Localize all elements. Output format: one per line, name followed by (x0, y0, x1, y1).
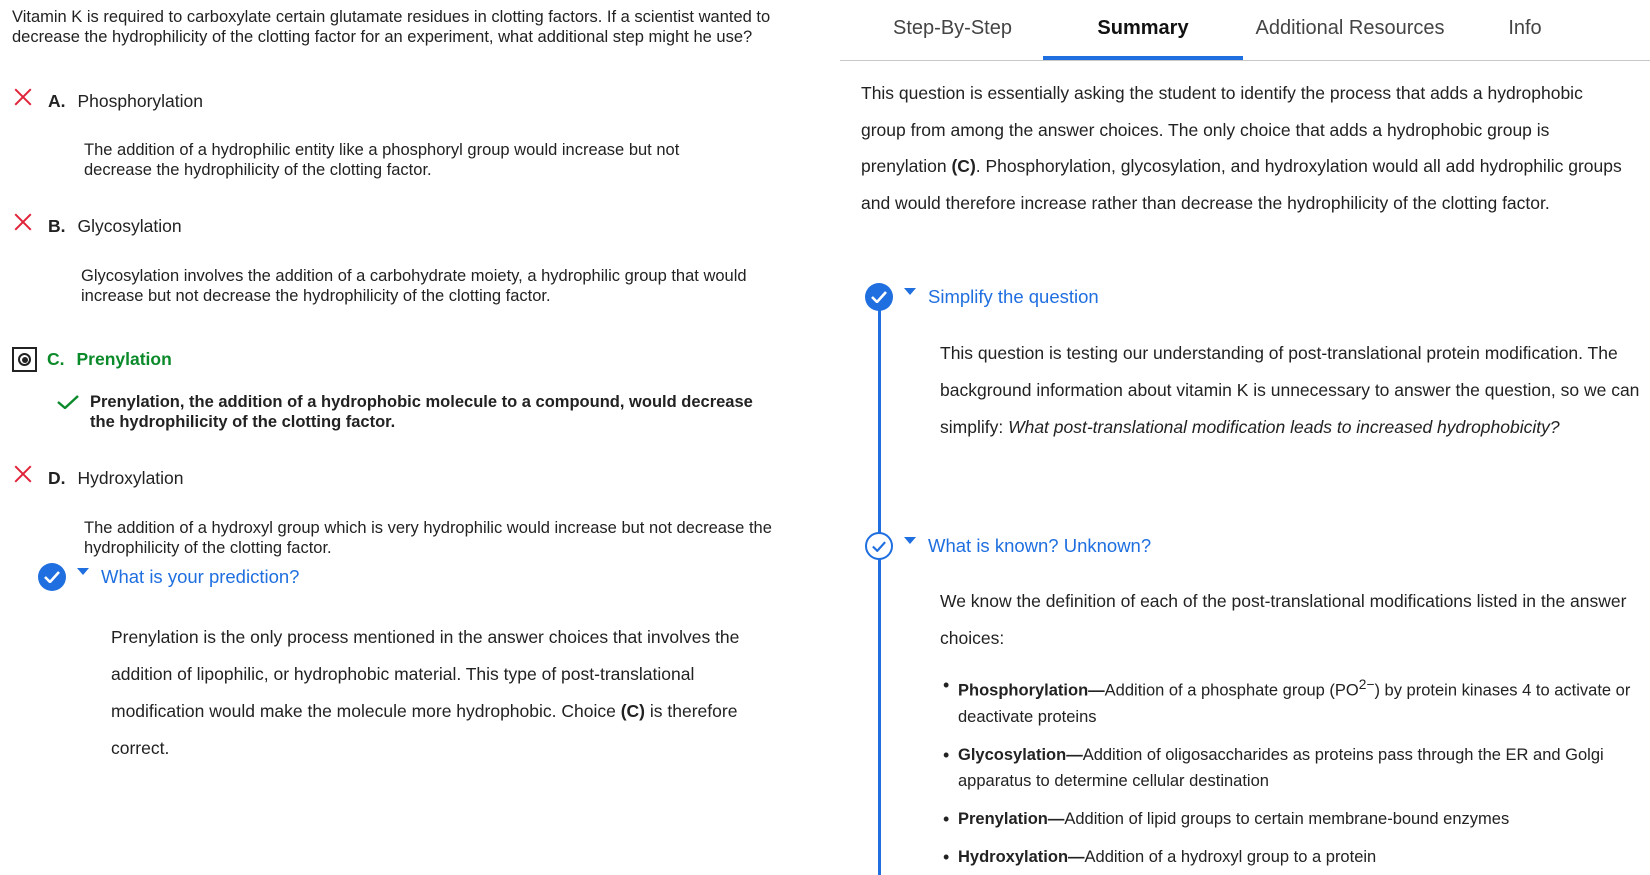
list-item: • Phosphorylation—Addition of a phosphate group $(PO^{2-})$ by protein kinases 4 to activate or deactivate proteins (940, 672, 1645, 730)
tab-step-by-step[interactable]: Step-By-Step (893, 17, 1012, 39)
list-item: • Glycosylation—Addition of oligosaccharides as proteins pass through the ER and Golgi apparatus to determine cellular destination (940, 742, 1645, 794)
choice-b-explanation: Glycosylation involves the addition of a carbohydrate moiety, a hydrophilic group that would increase but not decrease the hydrophilicity of the clotting factor. (81, 267, 747, 305)
prediction-body: Prenylation is the only process mentioned in the answer choices that involves the addition of lipophilic, or hydrophobic material. This type of post-translational modification would make the molecule more hydrophobic. Choice (C) is therefore correct. (111, 627, 740, 758)
step-timeline (878, 297, 881, 875)
list-item: • Prenylation—Addition of lipid groups to certain membrane-bound enzymes (940, 806, 1645, 832)
list-item: • Hydroxylation—Addition of a hydroxyl group to a protein (940, 844, 1645, 870)
question-text: Vitamin K is required to carboxylate certain glutamate residues in clotting factors. If a scientist wanted to decrease the hydrophilicity of the clotting factor for an experiment, what additional step might he use? (12, 8, 771, 46)
tab-additional-resources[interactable]: Additional Resources (1255, 17, 1445, 39)
choice-b[interactable] (12, 216, 182, 237)
explanation-panel (840, 0, 1650, 875)
step-known-toggle[interactable] (865, 532, 1151, 560)
step-known-body: We know the definition of each of the post-translational modifications listed in the answer choices: (940, 591, 1627, 648)
choice-d-explanation: The addition of a hydroxyl group which is very hydrophilic would increase but not decrease the hydrophilicity of the clotting factor. (84, 519, 772, 557)
active-tab-indicator (1043, 56, 1243, 60)
incorrect-x-icon (12, 86, 34, 108)
choice-letter: D. (48, 468, 66, 488)
choice-label: Glycosylation (77, 216, 182, 236)
selected-radio-icon[interactable] (12, 347, 37, 372)
tab-bar (840, 0, 1650, 61)
step-simplify-body: This question is testing our understanding of post-translational protein modification. The background information about vitamin K is unnecessary to answer the question, so we can simplify: What post-translational modification leads to increased hydrophobicity? (940, 343, 1640, 437)
choice-label: Hydroxylation (77, 468, 184, 488)
tab-info[interactable]: Info (1508, 17, 1542, 39)
prediction-title[interactable]: What is your prediction? (101, 566, 300, 587)
check-circle-icon (865, 283, 893, 311)
choice-label: Phosphorylation (77, 91, 203, 111)
correct-check-icon (57, 395, 79, 409)
step-simplify-toggle[interactable] (865, 283, 1099, 311)
choice-c[interactable] (12, 347, 172, 372)
choice-a[interactable] (12, 91, 203, 112)
choice-letter: A. (48, 91, 66, 111)
incorrect-x-icon (12, 211, 34, 233)
choice-label: Prenylation (76, 349, 172, 369)
caret-down-icon (904, 537, 916, 544)
choice-a-explanation: The addition of a hydrophilic entity like a phosphoryl group would increase but not decrease the hydrophilicity of the clotting factor. (84, 141, 680, 179)
caret-down-icon (904, 288, 916, 295)
choice-letter: C. (47, 349, 65, 369)
tab-summary[interactable]: Summary (1097, 17, 1189, 39)
choice-d[interactable] (12, 468, 184, 489)
step-simplify-title[interactable]: Simplify the question (928, 286, 1099, 307)
check-circle-outline-icon (865, 532, 893, 560)
incorrect-x-icon (12, 463, 34, 485)
check-circle-icon (38, 563, 66, 591)
summary-text: This question is essentially asking the student to identify the process that adds a hydrophobic group from among the answer choices. The only choice that adds a hydrophobic group is prenylation (C). Phosphorylation, glycosylation, and hydroxylation would all add hydrophilic groups and would therefore increase rather than decrease the hydrophilicity of the clotting factor. (861, 83, 1622, 213)
modification-list (940, 672, 1645, 875)
step-known-title[interactable]: What is known? Unknown? (928, 535, 1152, 556)
choice-letter: B. (48, 216, 66, 236)
caret-down-icon (77, 568, 89, 575)
prediction-toggle[interactable] (38, 563, 299, 591)
choice-c-explanation: Prenylation, the addition of a hydrophobic molecule to a compound, would decrease the hydrophilicity of the clotting factor. (90, 393, 753, 431)
